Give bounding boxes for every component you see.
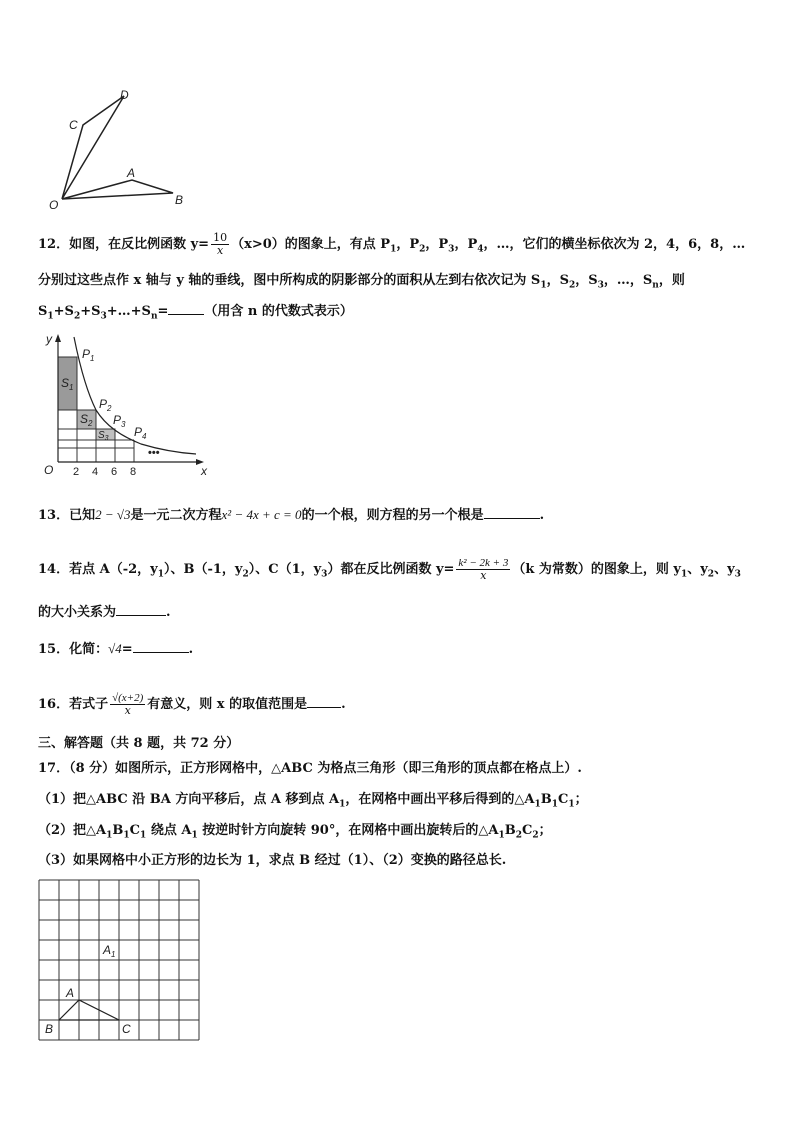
- q14-s2b: 2: [707, 569, 715, 580]
- q17-p1-b: ，在网格中画出平移后得到的△A: [345, 792, 535, 807]
- q14-s2a: 2: [242, 569, 249, 580]
- tick-8: 8: [130, 466, 137, 478]
- q17-p1-d: C: [558, 792, 569, 807]
- q17-p2-e: 按逆时针方向旋转 90°，在网格中画出旋转后的△A: [197, 823, 499, 838]
- q13-c: 的一个根，则方程的另一个根是: [301, 508, 484, 523]
- q12-line2-c: ，S: [575, 273, 598, 288]
- q13-line: [38, 506, 544, 525]
- graph-x-label: x: [201, 464, 207, 478]
- q15-line: [38, 640, 193, 659]
- q17-part2: [38, 822, 552, 845]
- q17-p1-s2: 1: [534, 799, 541, 810]
- q17-p2-d: 绕点 A: [146, 823, 192, 838]
- q12-rest2: ，P: [425, 237, 449, 252]
- q14-c: ）、C（1，y: [248, 562, 322, 577]
- label-d: D: [120, 88, 129, 102]
- q17-p1-s4: 1: [568, 799, 575, 810]
- label-s3: $S_3$: [98, 430, 109, 442]
- q15-expr: √4: [108, 641, 122, 656]
- graph-ellipsis: •••: [148, 447, 160, 459]
- q14-frac-den: x: [480, 569, 487, 582]
- label-s1: $S_1$: [61, 376, 74, 392]
- q12-l3-a: S: [38, 304, 48, 319]
- grid-label-a1: $A_1$: [103, 943, 116, 959]
- q13-d: .: [539, 508, 545, 523]
- q12-frac-den: x: [216, 244, 224, 257]
- q16-line: [38, 692, 346, 717]
- q12-l3-c: +S: [80, 304, 101, 319]
- q12-l3-s1: 1: [47, 311, 54, 322]
- q15-c: .: [188, 642, 194, 657]
- q12-l3-s2: 2: [73, 311, 81, 322]
- q15-answer-blank[interactable]: [133, 652, 189, 653]
- q16-answer-blank[interactable]: [307, 707, 341, 708]
- label-p4: $P_4$: [134, 425, 147, 441]
- label-b: B: [175, 193, 184, 207]
- q12-prefix: 12．如图，在反比例函数 y=: [38, 237, 210, 252]
- q17-p2-s5: 1: [498, 830, 505, 841]
- q13-eq: x² − 4x + c = 0: [221, 507, 302, 522]
- q12-l2-sub2: 2: [568, 280, 576, 291]
- q14-line2-end: .: [166, 605, 171, 620]
- q12-rest4: ，…，它们的横坐标依次为 2，4，6，8，…: [483, 237, 746, 252]
- q17-p2-s3: 1: [140, 830, 147, 841]
- q16-c: .: [341, 697, 346, 712]
- label-o: O: [49, 198, 59, 212]
- section3-title: 三、解答题（共 8 题，共 72 分）: [38, 736, 240, 751]
- q12-l2-sub1: 1: [540, 280, 547, 291]
- q13-a: 13．已知: [38, 508, 96, 523]
- q12-l3-e: =: [157, 304, 169, 319]
- q16-frac-den: x: [124, 704, 131, 717]
- q14-line2-text: 的大小关系为: [38, 605, 117, 620]
- q12-sub4: 4: [477, 244, 484, 255]
- label-p3: $P_3$: [113, 413, 126, 429]
- inverse-function-graph: [36, 332, 214, 482]
- q15-a: 15．化简：: [38, 642, 109, 657]
- q17-p2-c: C: [129, 823, 141, 838]
- q12-l3-sn: n: [150, 311, 158, 322]
- graph-origin: O: [44, 463, 54, 477]
- q17-p2-g: C: [521, 823, 533, 838]
- q12-l3-b: +S: [53, 304, 74, 319]
- q12-l2-subn: n: [652, 280, 659, 291]
- q14-g: 、y: [714, 562, 735, 577]
- q12-sub1: 1: [390, 244, 397, 255]
- tick-4: 4: [92, 466, 99, 478]
- square-grid-figure: [36, 876, 208, 1044]
- q17-intro: 17．（8 分）如图所示，正方形网格中，△ABC 为格点三角形（即三角形的顶点都在格点上）.: [38, 761, 582, 776]
- q14-frac-num: k² − 2k + 3: [458, 557, 509, 569]
- q17-p1-e: ；: [574, 792, 588, 807]
- q17-p1-s3: 1: [551, 799, 558, 810]
- q17-p1-a: （1）把△ABC 沿 BA 方向平移后，点 A 移到点 A: [38, 792, 340, 807]
- q14-b: ）、B（-1，y: [163, 562, 243, 577]
- q12-frac-num: 10: [213, 231, 228, 244]
- q17-p1-s1: 1: [339, 799, 346, 810]
- q14-d: ）都在反比例函数 y=: [327, 562, 455, 577]
- q14-line1: [38, 557, 741, 584]
- label-c: C: [69, 118, 78, 132]
- triangle-ocd: [62, 96, 124, 199]
- q17-part3: （3）如果网格中小正方形的边长为 1，求点 B 经过（1）、（2）变换的路径总长.: [38, 853, 507, 868]
- q12-line1: [38, 232, 745, 259]
- q12-line3: [38, 303, 353, 326]
- q14-f: 、y: [687, 562, 708, 577]
- q12-line2-b: ，S: [546, 273, 569, 288]
- q17-part1: [38, 791, 588, 814]
- q17-p2-s4: 1: [191, 830, 198, 841]
- triangle-oab: [62, 180, 173, 199]
- q17-p2-f: B: [504, 823, 516, 838]
- q12-line2-e: ，则: [658, 273, 685, 288]
- q12-l3-d: +…+S: [106, 304, 151, 319]
- q12-line2-d: ，…，S: [603, 273, 653, 288]
- q12-fraction: [211, 232, 229, 257]
- q12-line2-text: 分别过这些点作 x 轴与 y 轴的垂线，图中所构成的阴影部分的面积从左到右依次记为 S: [38, 273, 541, 288]
- q14-s3a: 3: [321, 569, 328, 580]
- q16-b: 有意义，则 x 的取值范围是: [147, 697, 308, 712]
- q12-l2-sub3: 3: [597, 280, 604, 291]
- q17-p2-b: B: [112, 823, 124, 838]
- q16-a: 16．若式子: [38, 697, 109, 712]
- triangle-figure-ocd-oab: [40, 82, 210, 212]
- q12-sub2: 2: [419, 244, 426, 255]
- q17-p2-s1: 1: [106, 830, 113, 841]
- q17-p2-s6: 2: [515, 830, 522, 841]
- y-axis-arrow: [55, 334, 61, 342]
- q17-p2-s2: 1: [123, 830, 130, 841]
- q12-middle: （x>0）的图象上，有点 P: [231, 237, 391, 252]
- q12-line2: [38, 272, 685, 295]
- q14-fraction: [456, 557, 510, 582]
- q15-b: =: [121, 642, 133, 657]
- tick-6: 6: [111, 466, 118, 478]
- q12-l3-f: （用含 n 的代数式表示）: [204, 304, 353, 319]
- q14-e: （k 为常数）的图象上，则 y: [512, 562, 681, 577]
- grid-label-a: A: [66, 986, 75, 1000]
- label-s2: $S_2$: [80, 412, 93, 428]
- q12-l3-s3: 3: [100, 311, 107, 322]
- q13-expr: 2 − √3: [95, 507, 131, 522]
- q12-rest3: ，P: [454, 237, 478, 252]
- q14-s1b: 1: [680, 569, 688, 580]
- q17-p1-c: B: [540, 792, 552, 807]
- q12-answer-blank[interactable]: [168, 314, 204, 315]
- q13-b: 是一元二次方程: [130, 508, 222, 523]
- q14-s1a: 1: [157, 569, 164, 580]
- label-p1: $P_1$: [82, 347, 95, 363]
- q16-frac-num: √(x+2): [112, 692, 144, 704]
- grid-label-c: C: [122, 1022, 131, 1036]
- q12-rest1: ，P: [396, 237, 420, 252]
- q14-line2: [38, 604, 171, 622]
- label-a: A: [127, 166, 136, 180]
- q16-fraction: [110, 692, 145, 717]
- q17-p2-a: （2）把△A: [38, 823, 107, 838]
- triangle-abc: [59, 1000, 119, 1020]
- label-p2: $P_2$: [99, 397, 112, 413]
- q12-sub3: 3: [448, 244, 455, 255]
- graph-y-label: y: [46, 332, 52, 346]
- tick-2: 2: [73, 466, 80, 478]
- q13-answer-blank[interactable]: [484, 518, 540, 519]
- q14-s3b: 3: [734, 569, 741, 580]
- q17-p2-h: ；: [538, 823, 552, 838]
- q14-answer-blank[interactable]: [116, 615, 166, 616]
- q17-p2-s7: 2: [532, 830, 539, 841]
- grid-label-b: B: [45, 1022, 54, 1036]
- q14-a: 14．若点 A（-2，y: [38, 562, 158, 577]
